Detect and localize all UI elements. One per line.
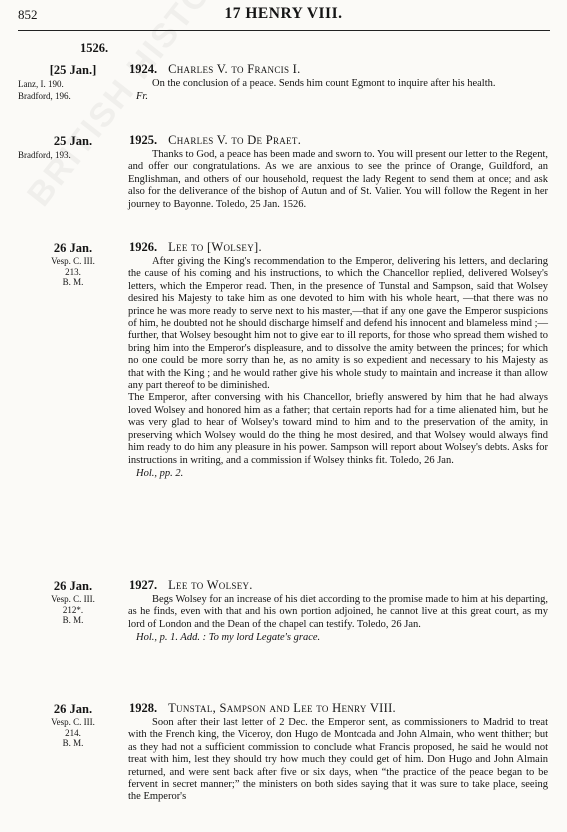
entry-body	[128, 149, 548, 211]
entry-source	[26, 594, 120, 626]
entry-heading	[129, 578, 253, 593]
entry-date: 26 Jan.	[53, 702, 93, 716]
source-ref: Vesp. C. III.	[51, 717, 95, 727]
entry-body	[128, 594, 548, 645]
entry-title: Lee to [Wolsey].	[168, 240, 262, 254]
entry-number: 1927.	[129, 578, 158, 592]
source-ref: Vesp. C. III.	[51, 256, 95, 266]
year-heading: 1526.	[80, 41, 109, 55]
source-ref: B. M.	[62, 738, 84, 748]
entry-date: 25 Jan.	[53, 134, 93, 148]
entry-heading	[129, 62, 301, 77]
header-rule	[18, 30, 550, 31]
entry-date: 26 Jan.	[53, 579, 93, 593]
entry-paragraph: Begs Wolsey for an increase of his diet according to the promise made to him at his departing, as he finds, even with that and his own portion adjoined, he cannot live at this great court, as my lord of London and the Dean of the chapel can testify. Toledo, 26 Jan.	[128, 594, 548, 630]
source-ref: B. M.	[62, 615, 84, 625]
entry-paragraph: Soon after their last letter of 2 Dec. the Emperor sent, as commissioners to Madrid to treat with the French king, the Viceroy, don Hugo de Montcada and John Almain, who went thither; but as they had not a sufficient commission to conclude what Francis proposed, he said he would not treat with him, lest they should try how much they could get of him. Don Hugo and John Almain returned, and were sent back after five or six days, when “the practice of the peace began to be fervent in secret manner;” the ministers on both sides saying that it was sure to take place, seeing the Emperor's	[128, 717, 548, 803]
entry-title: Lee to Wolsey.	[168, 578, 253, 592]
source-ref: Vesp. C. III.	[51, 594, 95, 604]
entry-title: Charles V. to De Praet.	[168, 133, 302, 147]
entry-source	[26, 717, 120, 749]
source-ref: B. M.	[62, 277, 84, 287]
source-ref: 212*.	[62, 604, 84, 615]
entry-source	[26, 256, 120, 288]
entry-heading	[129, 240, 262, 255]
note-text: Fr.	[136, 91, 148, 103]
entry-note	[136, 632, 548, 644]
entry-note	[136, 468, 548, 480]
source-ref: Bradford, 196.	[18, 91, 71, 101]
note-text: Hol., pp. 2.	[136, 467, 184, 479]
entry-number: 1928.	[129, 701, 158, 715]
entry-source	[18, 78, 128, 102]
entry-body	[128, 717, 548, 804]
page-header	[0, 7, 567, 27]
page-number: 852	[18, 7, 38, 22]
note-text: Hol., p. 1. Add. : To my lord Legate's grace.	[136, 632, 321, 644]
entry-number: 1925.	[129, 133, 158, 147]
entry-body	[128, 78, 548, 104]
source-ref: Lanz, I. 190.	[18, 79, 64, 89]
source-ref: Bradford, 193.	[18, 150, 71, 160]
entry-heading	[129, 133, 301, 148]
source-ref: 214.	[65, 727, 81, 738]
entry-body	[128, 256, 548, 480]
entry-heading	[129, 701, 396, 716]
entry-source	[18, 149, 128, 161]
entry-title: Tunstal, Sampson and Lee to Henry VIII.	[168, 701, 396, 715]
entry-note	[136, 91, 548, 103]
entry-number: 1926.	[129, 240, 158, 254]
entry-title: Charles V. to Francis I.	[168, 62, 301, 76]
source-ref: 213.	[65, 266, 81, 277]
entry-paragraph: After giving the King's recommendation to the Emperor, delivering his letters, and declaring the cause of his coming and his instructions, to which the Chancellor replied, delivered Wolsey's letters, which the Emperor read. Then, in the presence of Tunstal and Sampson, said that Wolsey desired his Majesty to take him as one devoted to him with his whole heart, —that there was no prince he was more ready to serve next to his master,—that if any one gave the Emperor suspicions of him, he doubted not he should discharge himself and defend his innocent and blameless mind ;—further, that Wolsey besought him not to give ear to ill reports, for those who spread them wished to bring him into the Emperor's displeasure, and to dissolve the amity between the princes; for which no one could be more sorry than he, as no amity is so expedient and necessary to his Majesty as that with the King ; and he would rather give his whole study to maintain and increase it than allow any part thereof to be diminished.	[128, 256, 549, 392]
entry-paragraph: The Emperor, after conversing with his Chancellor, briefly answered by him that he had always loved Wolsey and honored him as a father; that certain reports had for a time alienated him, but he was very glad to hear of Wolsey's toward mind to him and to the preservation of the amity, in preserving which Wolsey would do the thing he most desired, and that Wolsey would always find him ready to do him any pleasure in his power. Sampson will report about Wolsey's debts. Asks for instructions in writing, and a commission if Wolsey thinks fit. Toledo, 26 Jan.	[128, 392, 548, 466]
entry-date: 26 Jan.	[53, 241, 93, 255]
entry-paragraph: Thanks to God, a peace has been made and sworn to. You will present our letter to the Regent, and offer our congratulations. As we are anxious to see the prince of Orange, Guildford, an Englishman, and others of our household, request the lady Regent to send them at once; and ask also for the deliverance of the bishop of Autun and of St. Valier. You will follow the Regent in her journey to Bayonne. Toledo, 25 Jan. 1526.	[128, 149, 548, 210]
entry-date: [25 Jan.]	[49, 63, 97, 77]
running-title: 17 HENRY VIII.	[224, 5, 343, 22]
entry-paragraph: On the conclusion of a peace. Sends him count Egmont to inquire after his health.	[152, 78, 496, 89]
entry-number: 1924.	[129, 62, 158, 76]
